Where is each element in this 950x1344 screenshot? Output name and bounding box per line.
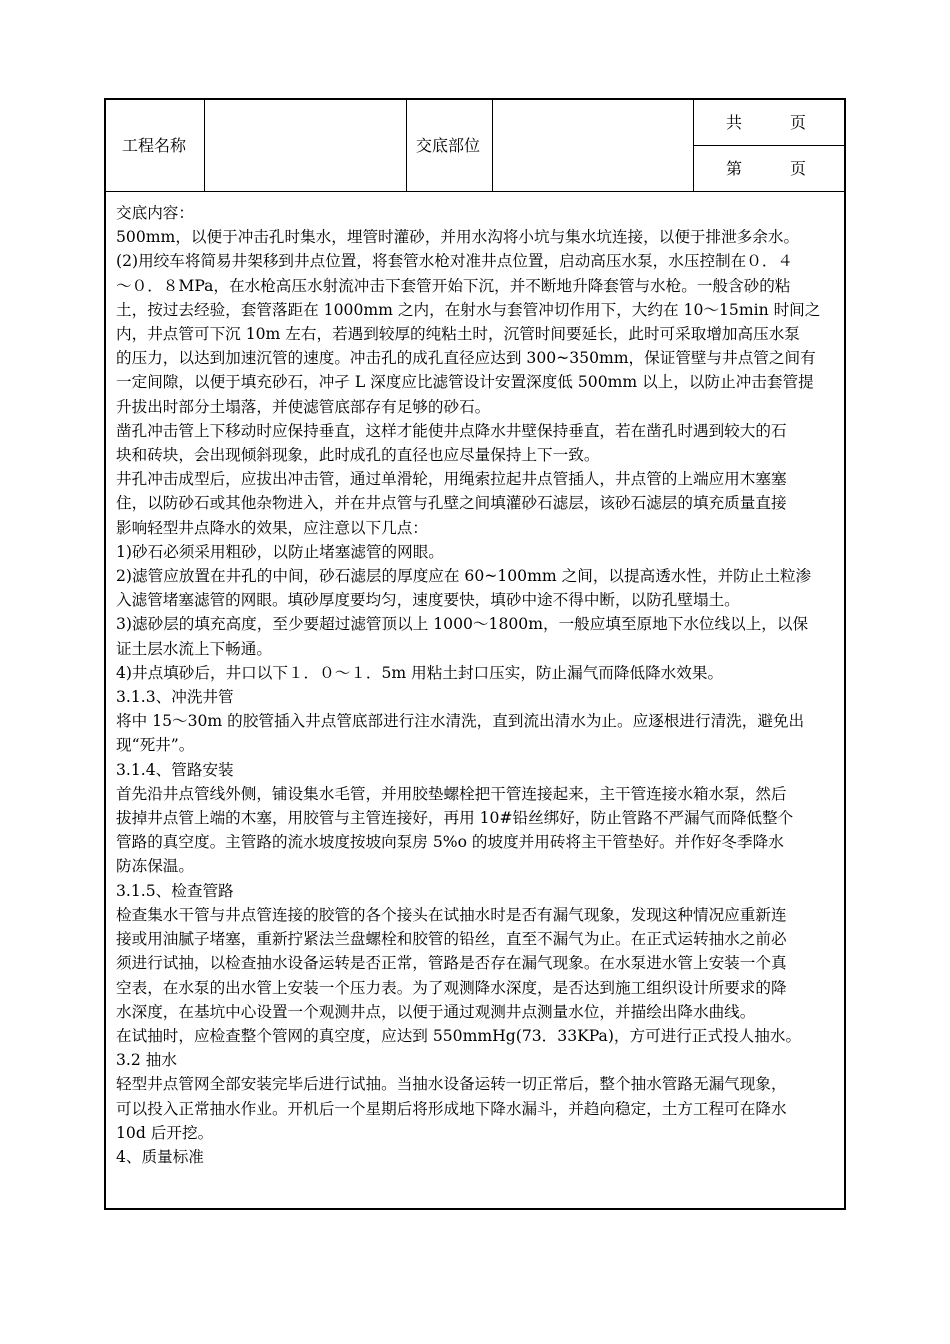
- content-line: 入滤管堵塞滤管的网眼。填砂厚度要均匀，速度要快，填砂中途不得中断，以防孔壁塌土。: [116, 591, 740, 610]
- content-line: 水深度，在基坑中心设置一个观测井点，以便于通过观测井点测量水位，并描绘出降水曲线。: [116, 1002, 756, 1021]
- content-line: 10d 后开挖。: [116, 1123, 214, 1142]
- content-line: 的压力，以达到加速沉管的速度。冲击孔的成孔直径应达到 300~350mm，保证管壁与井点管之间有: [116, 349, 816, 368]
- content-line: 住，以防砂石或其他杂物进入，并在井点管与孔壁之间填灌砂石滤层，该砂石滤层的填充质量直接: [116, 494, 787, 513]
- page-number-label: 第 页: [726, 159, 807, 178]
- content-line: 一定间隙，以便于填充砂石，冲孑 L 深度应比滤管设计安置深度低 500mm 以上，以防止冲击套管提: [116, 373, 814, 392]
- content-text: [116, 225, 838, 1169]
- content-line: 3.1.4、管路安装: [116, 760, 234, 779]
- content-line: 检查集水干管与井点管连接的胶管的各个接头在试抽水时是否有漏气现象，发现这种情况应重新连: [116, 905, 787, 924]
- project-name-label: 工程名称: [122, 136, 187, 155]
- content-line: ～０．８MPa，在水枪高压水射流冲击下套管开始下沉，并不断地升降套管与水枪。一般含砂的粘: [116, 276, 791, 295]
- content-line: 轻型井点管网全部安装完毕后进行试抽。当抽水设备运转一切正常后，整个抽水管路无漏气现象，: [116, 1075, 787, 1094]
- content-line: 首先沿井点管线外侧，铺设集水毛管，并用胶垫螺栓把干管连接起来，主干管连接水箱水泵，然后: [116, 784, 787, 803]
- location-label: 交底部位: [416, 136, 481, 155]
- content-line: 将中 15～30m 的胶管插入井点管底部进行注水清洗，直到流出清水为止。应逐根进行清洗，避免出: [116, 712, 805, 731]
- divider: [406, 100, 407, 191]
- content-line: 影响轻型井点降水的效果，应注意以下几点：: [116, 518, 428, 537]
- divider: [492, 100, 493, 191]
- content-line: 防冻保温。: [116, 857, 194, 876]
- content-line: 空表，在水泵的出水管上安装一个压力表。为了观测降水深度，是否达到施工组织设计所要求的降: [116, 978, 787, 997]
- content-line: 4)井点填砂后，井口以下１．０～１．5m 用粘土封口压实，防止漏气而降低降水效果。: [116, 663, 724, 682]
- divider: [204, 100, 205, 191]
- content-line: 土，按过去经验，套管落距在 1000mm 之内，在射水与套管冲切作用下，大约在 10～15min 时间之: [116, 300, 821, 319]
- content-line: 4、质量标准: [116, 1147, 204, 1166]
- content-line: 3)滤砂层的填充高度，至少要超过滤管顶以上 1000～1800m，一般应填至原地下水位线以上，以保: [116, 615, 809, 634]
- content-line: 拔掉井点管上端的木塞，用胶管与主管连接好，再用 10#铅丝绑好，防止管路不严漏气而降低整个: [116, 809, 794, 828]
- content-line: 3.2 抽水: [116, 1051, 177, 1070]
- content-line: 现“死井”。: [116, 736, 195, 755]
- content-line: 接或用油腻子堵塞，重新拧紧法兰盘螺栓和胶管的铅丝，直至不漏气为止。在正式运转抽水之前必: [116, 930, 787, 949]
- divider: [693, 145, 844, 146]
- content-line: 2)滤管应放置在井孔的中间，砂石滤层的厚度应在 60~100mm 之间，以提高透水性，并防止土粒渗: [116, 567, 812, 586]
- content-line: 3.1.5、检查管路: [116, 881, 234, 900]
- content-line: 须进行试抽，以检查抽水设备运转是否正常，管路是否存在漏气现象。在水泵进水管上安装一个真: [116, 954, 787, 973]
- content-line: 内，井点管可下沉 10m 左右，若遇到较厚的纯粘土时，沉管时间要延长，此时可采取增加高压水泵: [116, 325, 800, 344]
- content-line: 凿孔冲击管上下移动时应保持垂直，这样才能使井点降水井壁保持垂直，若在凿孔时遇到较大的石: [116, 421, 787, 440]
- content-line: 可以投入正常抽水作业。开机后一个星期后将形成地下降水漏斗，并趋向稳定，土方工程可在降水: [116, 1099, 787, 1118]
- content-area: [116, 201, 838, 1169]
- disclosure-sheet: [104, 98, 846, 1210]
- content-line: 在试抽时，应检查整个管网的真空度，应达到 550mmHg(73．33KPa)，方可进行正式投人抽水。: [116, 1026, 802, 1045]
- content-line: (2)用绞车将简易井架移到井点位置，将套管水枪对准井点位置，启动高压水泵，水压控制在０．４: [116, 252, 794, 271]
- content-line: 3.1.3、冲洗井管: [116, 688, 234, 707]
- total-pages-label: 共 页: [726, 113, 807, 132]
- content-line: 500mm，以便于冲击孔时集水，埋管时灌砂，并用水沟将小坑与集水坑连接，以便于排泄多余水。: [116, 228, 800, 247]
- content-line: 块和砖块，会出现倾斜现象，此时成孔的直径也应尽量保持上下一致。: [116, 446, 600, 465]
- content-line: 井孔冲击成型后，应拔出冲击管，通过单滑轮，用绳索拉起井点管插人，井点管的上端应用木塞塞: [116, 470, 787, 489]
- content-line: 1)砂石必须采用粗砂，以防止堵塞滤管的网眼。: [116, 542, 444, 561]
- content-line: 升拔出时部分土塌落，并使滤管底部存有足够的砂石。: [116, 397, 491, 416]
- content-line: 证土层水流上下畅通。: [116, 639, 272, 658]
- content-line: 管路的真空度。主管路的流水坡度按坡向泵房 5%o 的坡度并用砖将主干管垫好。并作好冬季降水: [116, 833, 784, 852]
- content-label: 交底内容：: [116, 204, 194, 222]
- header-table: [106, 100, 844, 192]
